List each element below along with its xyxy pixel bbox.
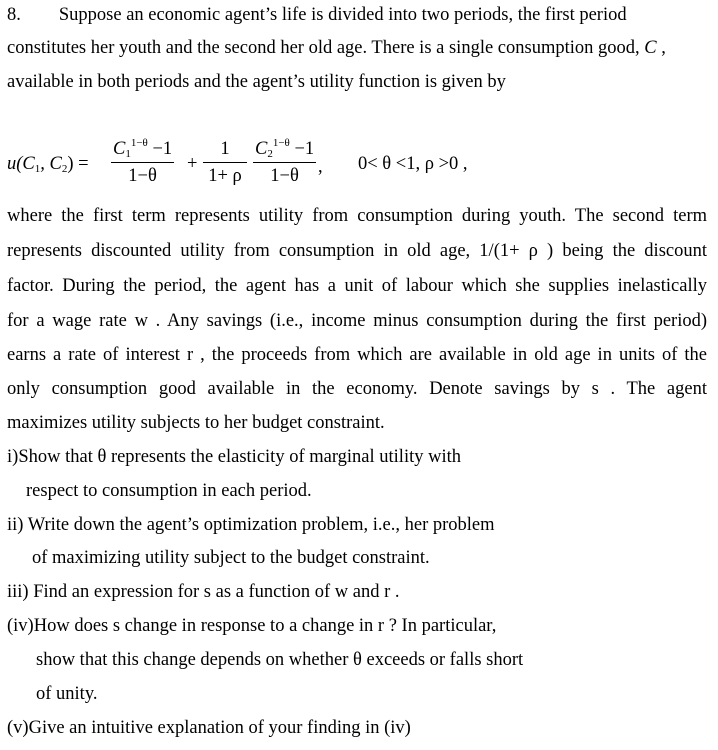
part-iv-label: (iv)	[7, 616, 34, 636]
part-ii	[7, 514, 495, 536]
body-line-4: for a wage rate w . Any savings (i.e., income minus consumption during the first period)	[7, 311, 707, 331]
utility-equation	[7, 137, 707, 197]
body-line-1: where the first term represents utility from consumption during youth. The second term	[7, 206, 707, 226]
part-iii	[7, 581, 400, 603]
term2-fraction: $\frac{C_2^{1-\theta} -1}{1-\theta}$	[255, 137, 315, 186]
part-iv-line-2: show that this change depends on whether θ exceeds or falls short	[36, 650, 524, 670]
part-i-label: i)	[7, 447, 19, 467]
part-iv-line-3: of unity.	[36, 684, 98, 704]
term1-fraction: $\frac{C_1^{1-\theta} -1}{1-\theta}$	[113, 137, 173, 186]
body-line-3: factor. During the period, the agent has a unit of labour which she supplies inelastically	[7, 276, 707, 296]
plus-sign: +	[187, 154, 198, 174]
var-C: C	[644, 38, 657, 58]
question-number: 8.	[7, 5, 21, 25]
question-intro-line-3: available in both periods and the agent’s utility function is given by	[7, 72, 506, 92]
body-line-2: represents discounted utility from consumption in old age, 1/(1+ ρ ) being the discount	[7, 241, 707, 261]
part-ii-text: Write down the agent’s optimization problem, i.e., her problem	[23, 515, 495, 535]
part-iv-text: How does s change in response to a change in r ? In particular,	[33, 616, 497, 636]
part-ii-label: ii)	[7, 515, 24, 535]
equation-lhs: $u(C_1$, $C_2$) =	[7, 154, 89, 175]
part-i-text: Show that θ represents the elasticity of marginal utility with	[18, 447, 461, 467]
intro-comma: ,	[656, 38, 666, 58]
question-intro-line-1	[7, 4, 627, 26]
intro-text-2: constitutes her youth and the second her old age. There is a single consumption good,	[7, 38, 645, 58]
part-v-label: (v)	[7, 718, 29, 738]
part-v-text: Give an intuitive explanation of your finding in (iv)	[28, 718, 411, 738]
part-iii-label: iii)	[7, 582, 29, 602]
discount-fraction: $\frac{1}{1+ \rho}$	[203, 137, 247, 189]
part-i	[7, 446, 461, 468]
part-i-line-2: respect to consumption in each period.	[26, 481, 312, 501]
body-line-6: only consumption good available in the economy. Denote savings by s . The agent	[7, 379, 707, 399]
question-intro-line-2	[7, 37, 666, 59]
equation-constraints: 0< θ <1, ρ >0 ,	[358, 154, 468, 174]
equation-comma: ,	[318, 157, 323, 177]
body-line-5: earns a rate of interest r , the proceeds from which are available in old age in units of the	[7, 345, 707, 365]
body-line-7: maximizes utility subjects to her budget constraint.	[7, 413, 385, 433]
part-v	[7, 717, 411, 739]
intro-text-1: Suppose an economic agent’s life is divided into two periods, the first period	[58, 5, 627, 25]
part-iii-text: Find an expression for s as a function of w and r .	[28, 582, 400, 602]
part-ii-line-2: of maximizing utility subject to the budget constraint.	[32, 548, 430, 568]
part-iv	[7, 615, 496, 637]
